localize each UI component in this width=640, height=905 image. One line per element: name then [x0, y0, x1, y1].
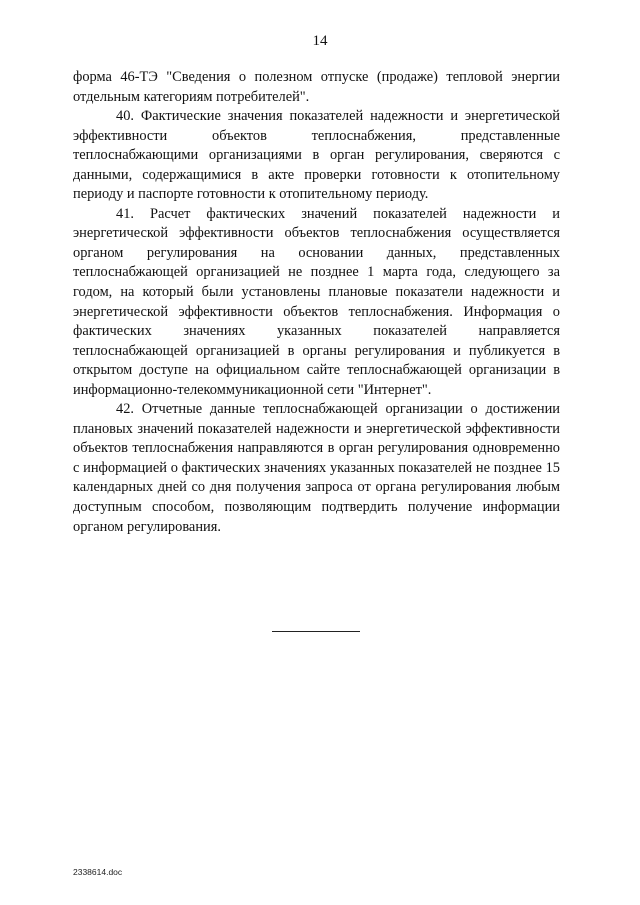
page-number: 14: [312, 33, 328, 49]
end-of-section-divider: [272, 631, 360, 632]
file-name-footer: 2338614.doc: [73, 867, 123, 877]
paragraph-item-41: 41. Расчет фактических значений показателей надежности и энергетической эффективности объектов теплоснабжения осуществляется органом регулирования на основании данных, представленных теплоснабжающей организацией не позднее 1 марта года, следующего за годом, на который были установлены плановые показатели надежности и энергетической эффективности объектов теплоснабжения. Информация о фактических значениях указанных показателей направляется теплоснабжающей организацией в органы регулирования и публикуется в открытом доступе на официальном сайте теплоснабжающей организации в информационно-телекоммуникационной сети "Интернет".: [73, 205, 560, 398]
document-body: [73, 68, 560, 537]
paragraph-continuation: форма 46-ТЭ "Сведения о полезном отпуске (продаже) тепловой энергии отдельным категориям потребителей".: [73, 69, 560, 105]
paragraph-item-42: 42. Отчетные данные теплоснабжающей организации о достижении плановых значений показателей надежности и энергетической эффективности объектов теплоснабжения направляются в орган регулирования одновременно с информацией о фактических значениях указанных показателей не позднее 15 календарных дней со дня получения запроса от органа регулирования любым доступным способом, позволяющим подтвердить получение информации органом регулирования.: [73, 401, 560, 535]
paragraph-item-40: 40. Фактические значения показателей надежности и энергетической эффективности объектов теплоснабжения, представленные теплоснабжающими организациями в орган регулирования, сверяются с данными, содержащимися в акте проверки готовности к отопительному периоду и паспорте готовности к отопительному периоду.: [73, 108, 560, 203]
